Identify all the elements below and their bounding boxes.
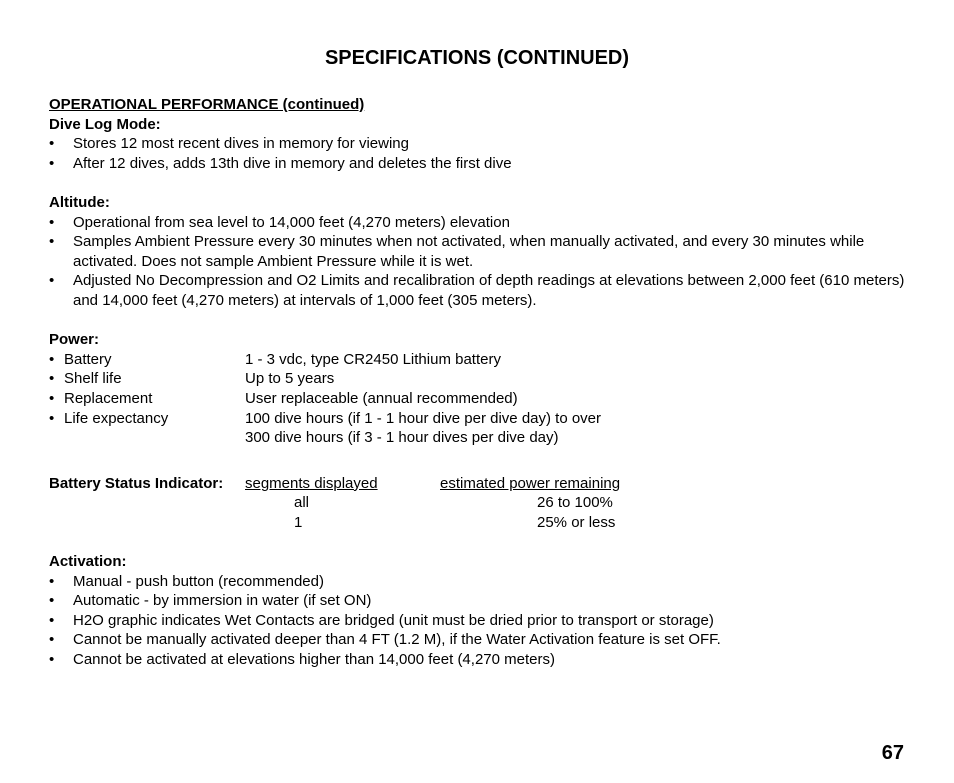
segments-cell: all xyxy=(294,494,310,512)
page-number: 67 xyxy=(881,742,904,764)
power-value: 1 - 3 vdc, type CR2450 Lithium battery xyxy=(245,350,501,368)
table-row xyxy=(245,493,909,513)
table-row xyxy=(245,513,909,533)
power-remaining-header: estimated power remaining xyxy=(440,474,621,492)
list-item: • Automatic - by immersion in water (if set ON) xyxy=(49,591,909,611)
remaining-cell: 25% or less xyxy=(537,513,616,531)
dive-log-heading: Dive Log Mode: xyxy=(49,115,161,133)
page-title: SPECIFICATIONS (CONTINUED) xyxy=(324,47,630,69)
power-value: 100 dive hours (if 1 - 1 hour dive per dive day) to over xyxy=(245,409,602,427)
altitude-list xyxy=(49,213,909,311)
power-table xyxy=(49,350,909,448)
dive-log-list xyxy=(49,134,909,173)
battery-status-header xyxy=(49,474,909,494)
segments-cell: 1 xyxy=(294,513,303,531)
power-continuation: 300 dive hours (if 3 - 1 hour dives per dive day) xyxy=(245,429,559,447)
power-row xyxy=(49,350,909,370)
power-label: • Shelf life xyxy=(64,370,122,388)
list-item: • Manual - push button (recommended) xyxy=(49,572,909,592)
power-label: • Replacement xyxy=(64,389,153,407)
battery-status-table xyxy=(49,493,909,532)
power-row xyxy=(49,409,909,429)
activation-list xyxy=(49,572,909,670)
power-label: • Battery xyxy=(64,350,112,368)
spec-content xyxy=(49,95,909,670)
power-value: User replaceable (annual recommended) xyxy=(245,389,518,407)
list-item: • After 12 dives, adds 13th dive in memory and deletes the first dive xyxy=(49,154,909,174)
list-item: • H2O graphic indicates Wet Contacts are bridged (unit must be dried prior to transport or storage) xyxy=(49,611,909,631)
power-label: • Life expectancy xyxy=(64,409,169,427)
segments-header: segments displayed xyxy=(245,474,378,492)
list-item: • Cannot be activated at elevations higher than 14,000 feet (4,270 meters) xyxy=(49,650,909,670)
power-row xyxy=(49,369,909,389)
power-value: Up to 5 years xyxy=(245,370,335,388)
altitude-heading: Altitude: xyxy=(49,193,110,211)
list-item: • Stores 12 most recent dives in memory for viewing xyxy=(49,134,909,154)
list-item: • Samples Ambient Pressure every 30 minutes when not activated, when manually activated, and every 30 minutes while activated. Does not sample Ambient Pressure while it is wet. xyxy=(49,232,909,271)
battery-status-label: Battery Status Indicator: xyxy=(49,474,224,492)
activation-heading: Activation: xyxy=(49,553,127,571)
section-heading: OPERATIONAL PERFORMANCE (continued) xyxy=(49,96,365,113)
list-item: • Cannot be manually activated deeper than 4 FT (1.2 M), if the Water Activation feature is set OFF. xyxy=(49,630,909,650)
power-row xyxy=(49,389,909,409)
list-item: • Operational from sea level to 14,000 feet (4,270 meters) elevation xyxy=(49,213,909,233)
remaining-cell: 26 to 100% xyxy=(537,494,613,512)
power-heading: Power: xyxy=(49,331,100,349)
list-item: • Adjusted No Decompression and O2 Limits and recalibration of depth readings at elevations between 2,000 feet (610 meters) and 14,000 feet (4,270 meters) at intervals of 1,000 feet (305 meters). xyxy=(49,271,909,310)
